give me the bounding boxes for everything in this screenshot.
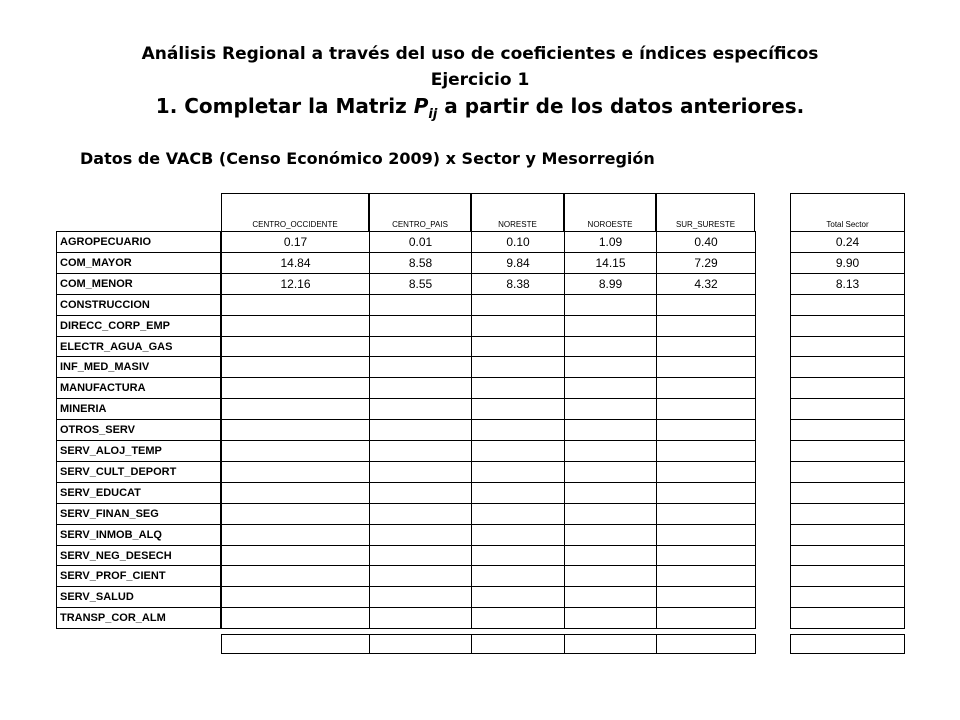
table-cell (369, 315, 472, 337)
table-cell (656, 482, 756, 504)
table-cell (564, 440, 657, 462)
row-label: MANUFACTURA (56, 377, 221, 399)
title-line-2: Ejercicio 1 (430, 70, 530, 90)
table-cell (656, 398, 756, 420)
total-cell (790, 440, 905, 462)
total-cell (790, 294, 905, 316)
table-cell: 8.58 (369, 252, 472, 274)
row-label: COM_MAYOR (56, 252, 221, 274)
table-cell: 14.84 (221, 252, 370, 274)
table-cell (221, 524, 370, 546)
total-cell (790, 356, 905, 378)
table-cell (369, 336, 472, 357)
total-cell (790, 377, 905, 399)
column-header: CENTRO_PAIS (369, 193, 471, 231)
column-header: NOROESTE (564, 193, 656, 231)
table-cell (564, 524, 657, 546)
column-header: SUR_SURESTE (656, 193, 755, 231)
table-cell (564, 294, 657, 316)
table-cell (369, 377, 472, 399)
total-cell (790, 524, 905, 546)
table-cell: 0.40 (656, 231, 756, 253)
title-line-3-suffix: a partir de los datos anteriores. (437, 94, 805, 118)
table-cell (221, 356, 370, 378)
table-cell: 12.16 (221, 273, 370, 295)
row-label: COM_MENOR (56, 273, 221, 295)
table-cell (656, 524, 756, 546)
table-cell (471, 545, 565, 566)
table-cell (656, 419, 756, 441)
total-cell: 8.13 (790, 273, 905, 295)
table-cell (471, 482, 565, 504)
table-cell (564, 398, 657, 420)
table-cell (471, 586, 565, 608)
table-cell (471, 419, 565, 441)
table-cell (471, 440, 565, 462)
table-cell (221, 336, 370, 357)
table-cell (369, 461, 472, 483)
table-cell (221, 586, 370, 608)
table-cell (564, 503, 657, 525)
table-cell (369, 398, 472, 420)
table-cell (564, 461, 657, 483)
table-cell (471, 461, 565, 483)
footer-cell (471, 634, 565, 654)
table-cell (564, 419, 657, 441)
title-line-3-sub: ij (428, 107, 438, 122)
table-cell: 14.15 (564, 252, 657, 274)
table-cell (656, 607, 756, 629)
table-cell (221, 545, 370, 566)
table-cell (564, 565, 657, 587)
table-cell (564, 545, 657, 566)
table-cell: 4.32 (656, 273, 756, 295)
row-label: SERV_EDUCAT (56, 482, 221, 504)
total-cell (790, 482, 905, 504)
total-cell (790, 607, 905, 629)
table-cell (369, 482, 472, 504)
total-cell (790, 315, 905, 337)
column-header: NORESTE (471, 193, 564, 231)
table-cell (369, 586, 472, 608)
table-cell: 7.29 (656, 252, 756, 274)
table-cell (369, 545, 472, 566)
total-cell: 0.24 (790, 231, 905, 253)
table-cell (656, 315, 756, 337)
table-cell: 0.01 (369, 231, 472, 253)
table-cell (656, 294, 756, 316)
footer-total-cell (790, 634, 905, 654)
table-cell (656, 336, 756, 357)
footer-cell (221, 634, 370, 654)
table-cell (471, 294, 565, 316)
table-cell (221, 461, 370, 483)
table-cell (564, 607, 657, 629)
table-cell (221, 419, 370, 441)
row-label: CONSTRUCCION (56, 294, 221, 316)
table-cell (369, 503, 472, 525)
table-cell (471, 356, 565, 378)
column-header: CENTRO_OCCIDENTE (221, 193, 369, 231)
footer-cell (369, 634, 472, 654)
table-cell (221, 294, 370, 316)
total-cell (790, 336, 905, 357)
table-subtitle: Datos de VACB (Censo Económico 2009) x Sector y Mesorregión (80, 149, 655, 168)
table-cell: 8.99 (564, 273, 657, 295)
total-cell (790, 419, 905, 441)
table-cell: 8.38 (471, 273, 565, 295)
table-cell (369, 607, 472, 629)
table-cell (369, 565, 472, 587)
table-cell (221, 440, 370, 462)
table-cell (656, 440, 756, 462)
table-cell (656, 503, 756, 525)
total-cell (790, 545, 905, 566)
table-cell (221, 315, 370, 337)
total-cell (790, 586, 905, 608)
table-cell (471, 336, 565, 357)
table-cell (564, 586, 657, 608)
total-cell (790, 565, 905, 587)
table-cell (656, 377, 756, 399)
table-cell (656, 565, 756, 587)
table-cell (471, 398, 565, 420)
row-label: DIRECC_CORP_EMP (56, 315, 221, 337)
title-line-3-var: P (413, 94, 429, 118)
table-cell (564, 336, 657, 357)
table-cell (471, 503, 565, 525)
row-label: SERV_NEG_DESECH (56, 545, 221, 566)
title-line-3 (0, 94, 960, 122)
table-cell (221, 377, 370, 399)
table-cell (656, 545, 756, 566)
table-cell (471, 607, 565, 629)
table-cell (471, 565, 565, 587)
row-label: SERV_PROF_CIENT (56, 565, 221, 587)
row-label: OTROS_SERV (56, 419, 221, 441)
table-cell (369, 294, 472, 316)
table-cell (221, 503, 370, 525)
table-cell (564, 356, 657, 378)
total-cell (790, 398, 905, 420)
total-column-header: Total Sector (790, 193, 905, 231)
table-cell: 0.10 (471, 231, 565, 253)
row-label: SERV_SALUD (56, 586, 221, 608)
row-label: ELECTR_AGUA_GAS (56, 336, 221, 357)
table-cell (564, 482, 657, 504)
title-line-1: Análisis Regional a través del uso de coeficientes e índices específicos (141, 44, 819, 64)
row-label: INF_MED_MASIV (56, 356, 221, 378)
row-label: AGROPECUARIO (56, 231, 221, 253)
table-cell (369, 419, 472, 441)
row-label: SERV_FINAN_SEG (56, 503, 221, 525)
row-label: MINERIA (56, 398, 221, 420)
table-cell (564, 315, 657, 337)
table-cell (471, 315, 565, 337)
table-cell: 0.17 (221, 231, 370, 253)
table-cell: 1.09 (564, 231, 657, 253)
total-cell (790, 461, 905, 483)
table-cell (656, 356, 756, 378)
table-cell: 9.84 (471, 252, 565, 274)
footer-cell (656, 634, 756, 654)
table-cell (221, 607, 370, 629)
table-cell (471, 377, 565, 399)
footer-cell (564, 634, 657, 654)
table-cell (471, 524, 565, 546)
table-cell (221, 398, 370, 420)
title-line-3-prefix: 1. Completar la Matriz (155, 94, 414, 118)
table-cell (656, 461, 756, 483)
table-cell (564, 377, 657, 399)
table-cell (369, 440, 472, 462)
total-cell: 9.90 (790, 252, 905, 274)
table-cell (221, 565, 370, 587)
table-cell: 8.55 (369, 273, 472, 295)
total-cell (790, 503, 905, 525)
table-cell (369, 524, 472, 546)
table-cell (656, 586, 756, 608)
row-label: SERV_INMOB_ALQ (56, 524, 221, 546)
row-label: SERV_CULT_DEPORT (56, 461, 221, 483)
row-label: TRANSP_COR_ALM (56, 607, 221, 629)
table-cell (221, 482, 370, 504)
table-cell (369, 356, 472, 378)
row-label: SERV_ALOJ_TEMP (56, 440, 221, 462)
